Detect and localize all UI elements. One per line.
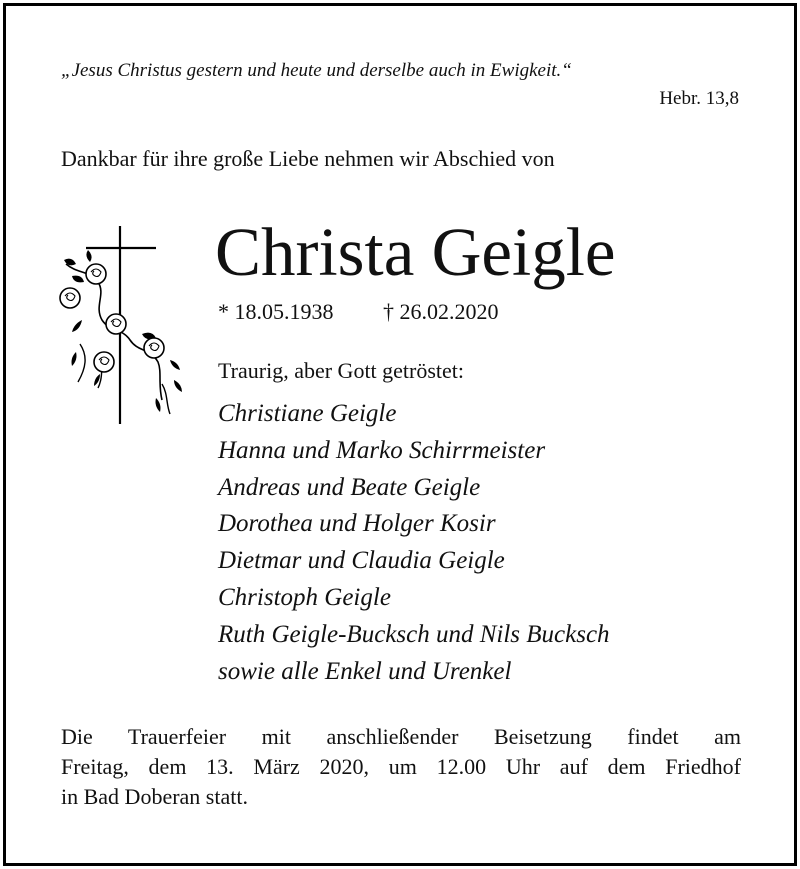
bible-reference: Hebr. 13,8 [659, 88, 739, 109]
intro-text: Dankbar für ihre große Liebe nehmen wir Abschied von [61, 146, 555, 171]
mourner-name: Dorothea und Holger Kosir [218, 510, 496, 538]
mourner-name: Dietmar und Claudia Geigle [218, 547, 505, 575]
mourners-list [218, 396, 610, 690]
service-line: in Bad Doberan statt. [61, 784, 248, 809]
mourner-name: Christiane Geigle [218, 400, 397, 427]
cross-with-roses-icon [58, 224, 188, 426]
birth-date: * 18.05.1938 [218, 299, 334, 324]
service-line: Freitag, dem 13. März 2020, um 12.00 Uhr auf dem Friedhof [61, 754, 741, 779]
funeral-service-info [61, 722, 741, 812]
mourner-name: Ruth Geigle-Bucksch und Nils Bucksch [218, 620, 610, 648]
service-line: Die Trauerfeier mit anschließender Beisetzung findet am [61, 724, 741, 749]
mourner-name: Hanna und Marko Schirrmeister [218, 436, 546, 464]
death-date: † 26.02.2020 [383, 299, 499, 324]
mourner-name: Andreas und Beate Geigle [218, 473, 481, 501]
life-dates [218, 297, 499, 327]
mourner-name: sowie alle Enkel und Urenkel [218, 657, 512, 685]
bible-quote: „Jesus Christus gestern und heute und derselbe auch in Ewigkeit.“ [61, 60, 572, 81]
mourners-intro: Traurig, aber Gott getröstet: [218, 358, 465, 383]
deceased-name: Christa Geigle [215, 214, 616, 290]
mourner-name: Christoph Geigle [218, 583, 391, 611]
